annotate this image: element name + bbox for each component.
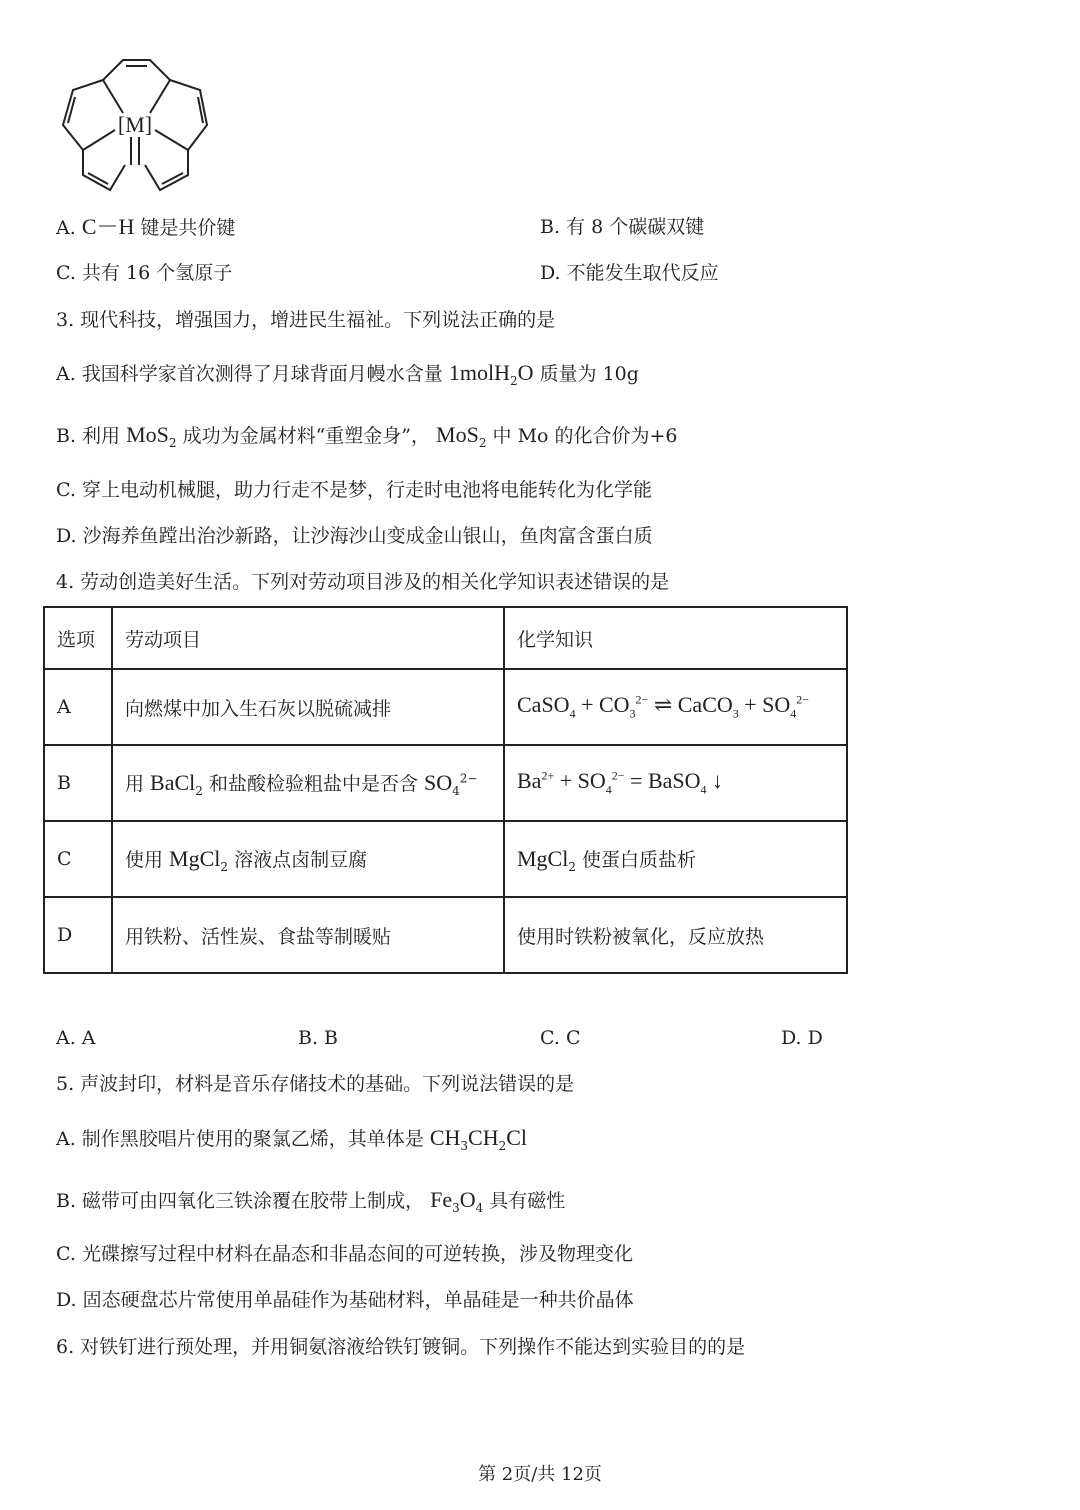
q3-option-b: B. 利用 MoS$_2$ 成功为金属材料“重塑金身”， MoS$_2$ 中 Mo 的化合价为+6 <box>56 422 678 450</box>
q5-option-c: C. 光碟擦写过程中材料在晶态和非晶态间的可逆转换，涉及物理变化 <box>56 1243 633 1265</box>
row-d-option: D <box>44 897 112 973</box>
q5-stem: 5. 声波封印，材料是音乐存储技术的基础。下列说法错误的是 <box>56 1073 575 1095</box>
q2-option-d-text: 不能发生取代反应 <box>566 262 719 284</box>
table-row <box>44 669 847 745</box>
q4-answer-a: A. A <box>56 1027 96 1049</box>
header-knowledge: 化学知识 <box>504 607 847 669</box>
row-c-option: C <box>44 821 112 897</box>
header-project: 劳动项目 <box>112 607 504 669</box>
row-d-project: 用铁粉、活性炭、食盐等制暖贴 <box>112 897 504 973</box>
table-header-row <box>44 607 847 669</box>
q2-option-c-text: 共有 16 个氢原子 <box>81 262 233 284</box>
table-row <box>44 745 847 821</box>
table-row <box>44 821 847 897</box>
molecule-structure-diagram <box>55 45 215 205</box>
q2-option-a: A. C－H 键是共价键 <box>56 214 236 239</box>
q2-option-b-text: 有 8 个碳碳双键 <box>566 216 705 238</box>
q4-answer-c: C. C <box>540 1027 581 1049</box>
q3-option-d: D. 沙海养鱼蹚出治沙新路，让沙海沙山变成金山银山，鱼肉富含蛋白质 <box>56 525 653 547</box>
q3-option-c: C. 穿上电动机械腿，助力行走不是梦，行走时电池将电能转化为化学能 <box>56 479 652 501</box>
q3-stem: 3. 现代科技，增强国力，增进民生福祉。下列说法正确的是 <box>56 309 556 331</box>
row-c-project: 使用 MgCl$_2$ 溶液点卤制豆腐 <box>112 821 504 897</box>
header-option: 选项 <box>44 607 112 669</box>
row-b-knowledge: $Ba^{2+} + SO_4^{2-}$ = BaSO$_4$ ↓ <box>504 745 847 821</box>
row-a-option: A <box>44 669 112 745</box>
row-b-project: 用 BaCl$_2$ 和盐酸检验粗盐中是否含 $SO_4^{2-}$ <box>112 745 504 821</box>
row-c-knowledge: MgCl$_2$ 使蛋白质盐析 <box>504 821 847 897</box>
q2-option-a-formula: C－H <box>81 214 135 239</box>
page-footer: 第 2页/共 12页 <box>478 1464 602 1485</box>
q4-answer-b: B. B <box>298 1027 339 1049</box>
q6-stem: 6. 对铁钉进行预处理，并用铜氨溶液给铁钉镀铜。下列操作不能达到实验目的的是 <box>56 1336 746 1358</box>
row-a-project: 向燃煤中加入生石灰以脱硫减排 <box>112 669 504 745</box>
q2-option-b: B. 有 8 个碳碳双键 <box>540 216 705 238</box>
q2-option-d: D. 不能发生取代反应 <box>540 262 719 284</box>
row-a-knowledge: CaSO$_4$ + $CO_3^{2-}$ ⇌ CaCO$_3$ + $SO_4^{2-}$ <box>504 669 847 745</box>
q5-option-a: A. 制作黑胶唱片使用的聚氯乙烯，其单体是 $CH_3CH_2Cl$ <box>56 1125 528 1153</box>
q5-option-d: D. 固态硬盘芯片常使用单晶硅作为基础材料，单晶硅是一种共价晶体 <box>56 1289 634 1311</box>
q3-option-a: A. 我国科学家首次测得了月球背面月幔水含量 1molH$_2$O 质量为 10g <box>56 360 639 388</box>
q4-table <box>43 606 848 974</box>
row-d-knowledge: 使用时铁粉被氧化，反应放热 <box>504 897 847 973</box>
q4-stem: 4. 劳动创造美好生活。下列对劳动项目涉及的相关化学知识表述错误的是 <box>56 571 670 593</box>
q4-answer-d: D. D <box>781 1027 823 1049</box>
q2-option-c: C. 共有 16 个氢原子 <box>56 262 233 284</box>
q2-option-a-text: 键是共价键 <box>140 217 236 239</box>
table-row <box>44 897 847 973</box>
q5-option-b: B. 磁带可由四氧化三铁涂覆在胶带上制成， $Fe_3O_4$ 具有磁性 <box>56 1187 566 1215</box>
metal-center-label: [M] <box>117 112 153 137</box>
row-b-option: B <box>44 745 112 821</box>
